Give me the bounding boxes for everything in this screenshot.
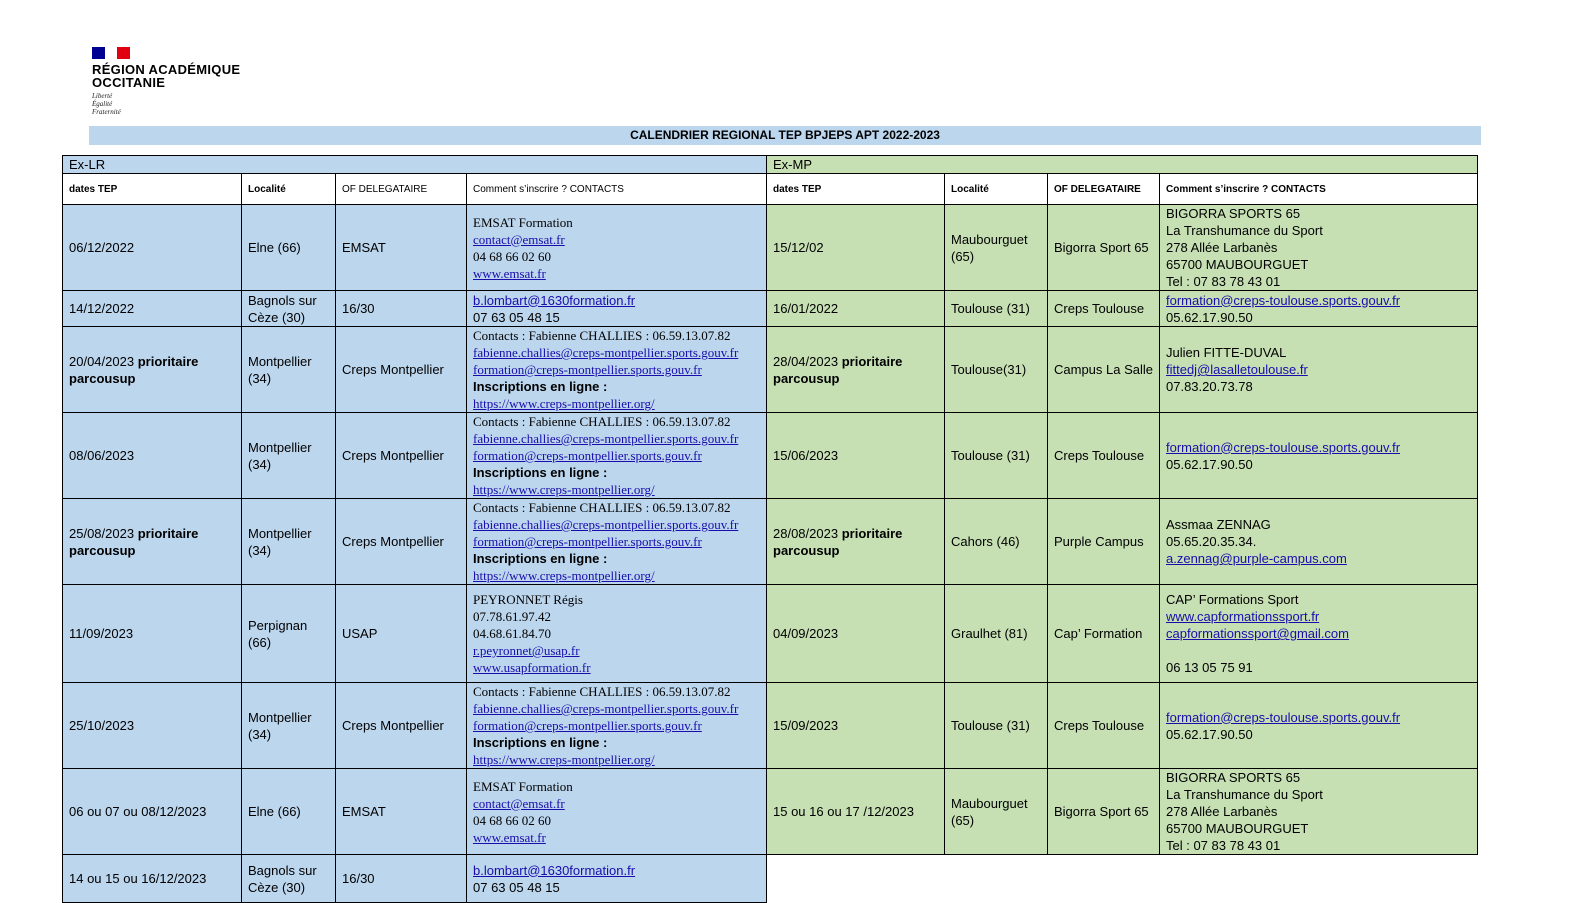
page-title: CALENDRIER REGIONAL TEP BPJEPS APT 2022-2023: [89, 126, 1481, 145]
of-cell-mp: Creps Toulouse: [1048, 683, 1160, 769]
contact-line: 65700 MAUBOURGUET: [1166, 821, 1309, 836]
header-row: [63, 174, 1478, 205]
localite-cell-mp: Cahors (46): [945, 499, 1048, 585]
of-cell-mp: Cap’ Formation: [1048, 585, 1160, 683]
contact-link[interactable]: capformationssport@gmail.com: [1166, 626, 1349, 641]
date-text: 16/01/2022: [773, 301, 839, 316]
contact-cell-mp: [1160, 769, 1478, 855]
contact-cell-lr: [467, 855, 767, 903]
date-text: 06/12/2022: [69, 240, 135, 255]
contact-line: 06 13 05 75 91: [1166, 660, 1253, 675]
region-row: [63, 156, 1478, 174]
contact-line: La Transhumance du Sport: [1166, 223, 1323, 238]
contact-line: Contacts : Fabienne CHALLIES : 06.59.13.07.82: [473, 684, 731, 699]
date-text: 25/10/2023: [69, 718, 135, 733]
flag-icon: [92, 47, 130, 59]
of-cell-lr: 16/30: [336, 855, 467, 903]
contact-cell-mp: [1160, 291, 1478, 327]
contact-cell-lr: [467, 683, 767, 769]
contact-line: 04 68 66 02 60: [473, 248, 551, 264]
date-cell-mp: [767, 683, 945, 769]
contact-link[interactable]: https://www.creps-montpellier.org/: [473, 568, 655, 583]
date-priority: prioritaire parcousup: [69, 525, 199, 558]
table-row: [63, 683, 1478, 769]
contact-line: 278 Allée Larbanès: [1166, 240, 1278, 255]
logo-line2: OCCITANIE: [92, 75, 166, 90]
date-cell-mp: [767, 585, 945, 683]
localite-cell-mp: Toulouse (31): [945, 413, 1048, 499]
header-dates-mp: dates TEP: [767, 174, 945, 205]
contact-cell-lr: [467, 499, 767, 585]
contact-line: 04.68.61.84.70: [473, 626, 551, 641]
contact-line: 07 63 05 48 15: [473, 309, 560, 325]
table-row: [63, 413, 1478, 499]
date-cell-lr: [63, 683, 242, 769]
contact-line: La Transhumance du Sport: [1166, 787, 1323, 802]
date-text: 08/06/2023: [69, 448, 135, 463]
localite-cell-mp: Toulouse (31): [945, 683, 1048, 769]
contact-line: 05.62.17.90.50: [1166, 456, 1253, 472]
date-text: 15/06/2023: [773, 448, 839, 463]
contact-link[interactable]: r.peyronnet@usap.fr: [473, 643, 580, 658]
contact-line: Assmaa ZENNAG: [1166, 517, 1271, 532]
date-text: 06 ou 07 ou 08/12/2023: [69, 804, 207, 819]
of-cell-lr: 16/30: [336, 291, 467, 327]
empty-cell: [1160, 855, 1478, 903]
contact-link[interactable]: www.emsat.fr: [473, 829, 546, 845]
empty-cell: [767, 855, 945, 903]
date-cell-lr: [63, 205, 242, 291]
contact-line: 05.65.20.35.34.: [1166, 534, 1257, 549]
contact-link[interactable]: formation@creps-montpellier.sports.gouv.fr: [473, 534, 702, 549]
contact-link[interactable]: www.emsat.fr: [473, 265, 546, 281]
table-row: [63, 291, 1478, 327]
header-of-mp: OF DELEGATAIRE: [1048, 174, 1160, 205]
calendar-table: [62, 155, 1478, 903]
contact-link[interactable]: b.lombart@1630formation.fr: [473, 862, 636, 878]
date-cell-mp: [767, 205, 945, 291]
contact-line: 65700 MAUBOURGUET: [1166, 257, 1309, 272]
of-cell-mp: Creps Toulouse: [1048, 291, 1160, 327]
contact-line: EMSAT Formation: [473, 214, 573, 230]
table-row: [63, 499, 1478, 585]
contact-line: CAP’ Formations Sport: [1166, 592, 1299, 607]
contact-cell-mp: [1160, 585, 1478, 683]
flag-white: [105, 47, 118, 59]
empty-cell: [945, 855, 1048, 903]
date-text: 14/12/2022: [69, 301, 135, 316]
table-row: [63, 855, 1478, 903]
date-text: 25/08/2023: [69, 525, 135, 541]
flag-blue: [92, 47, 105, 59]
motto-2: Égalité: [92, 100, 113, 108]
date-text: 14 ou 15 ou 16/12/2023: [69, 871, 207, 886]
contact-cell-mp: [1160, 413, 1478, 499]
contact-label: Inscriptions en ligne :: [473, 735, 608, 750]
contact-link[interactable]: formation@creps-montpellier.sports.gouv.fr: [473, 448, 702, 463]
contact-line: Julien FITTE-DUVAL: [1166, 345, 1287, 360]
contact-line: 07 63 05 48 15: [473, 879, 560, 895]
table-row: [63, 205, 1478, 291]
date-cell-lr: [63, 291, 242, 327]
date-cell-mp: [767, 413, 945, 499]
localite-cell-lr: Bagnols sur Cèze (30): [242, 291, 336, 327]
localite-cell-lr: Montpellier (34): [242, 499, 336, 585]
of-cell-lr: EMSAT: [336, 769, 467, 855]
date-priority: prioritaire parcousup: [773, 525, 903, 558]
header-localite-mp: Localité: [945, 174, 1048, 205]
localite-cell-lr: Perpignan (66): [242, 585, 336, 683]
date-cell-lr: [63, 585, 242, 683]
motto-3: Fraternité: [92, 108, 121, 116]
localite-cell-lr: Montpellier (34): [242, 683, 336, 769]
date-priority: prioritaire parcousup: [69, 353, 199, 386]
motto-1: Liberté: [92, 92, 113, 100]
date-priority: prioritaire parcousup: [773, 353, 903, 386]
contact-link[interactable]: formation@creps-toulouse.sports.gouv.fr: [1166, 709, 1401, 725]
contact-line: 07.83.20.73.78: [1166, 379, 1253, 394]
localite-cell-lr: Montpellier (34): [242, 327, 336, 413]
contact-cell-mp: [1160, 205, 1478, 291]
contact-link[interactable]: https://www.creps-montpellier.org/: [473, 482, 655, 497]
contact-line: Contacts : Fabienne CHALLIES : 06.59.13.07.82: [473, 500, 731, 515]
contact-line: BIGORRA SPORTS 65: [1166, 770, 1301, 785]
contact-line: Tel : 07 83 78 43 01: [1166, 274, 1281, 289]
of-cell-mp: Purple Campus: [1048, 499, 1160, 585]
header-of-lr: OF DELEGATAIRE: [336, 174, 467, 205]
date-text: 15/09/2023: [773, 718, 839, 733]
localite-cell-lr: Elne (66): [242, 769, 336, 855]
localite-cell-lr: Montpellier (34): [242, 413, 336, 499]
date-text: 28/04/2023: [773, 353, 839, 369]
contact-cell-lr: [467, 585, 767, 683]
contact-cell-mp: [1160, 683, 1478, 769]
date-cell-lr: [63, 769, 242, 855]
header-contacts-mp: Comment s’inscrire ? CONTACTS: [1160, 174, 1478, 205]
contact-link[interactable]: b.lombart@1630formation.fr: [473, 292, 636, 308]
date-cell-lr: [63, 499, 242, 585]
logo-motto: [92, 92, 240, 116]
of-cell-lr: Creps Montpellier: [336, 499, 467, 585]
contact-line: PEYRONNET Régis: [473, 592, 583, 607]
contact-line: Contacts : Fabienne CHALLIES : 06.59.13.07.82: [473, 328, 731, 343]
date-cell-lr: [63, 327, 242, 413]
contact-cell-lr: [467, 291, 767, 327]
contact-line: Contacts : Fabienne CHALLIES : 06.59.13.07.82: [473, 414, 731, 429]
of-cell-lr: Creps Montpellier: [336, 327, 467, 413]
date-cell-mp: [767, 769, 945, 855]
contact-link[interactable]: formation@creps-montpellier.sports.gouv.fr: [473, 362, 702, 377]
localite-cell-mp: Maubourguet (65): [945, 205, 1048, 291]
contact-link[interactable]: formation@creps-montpellier.sports.gouv.fr: [473, 718, 702, 733]
localite-cell-mp: Graulhet (81): [945, 585, 1048, 683]
contact-link[interactable]: fabienne.challies@creps-montpellier.sports.gouv.fr: [473, 345, 739, 360]
flag-red: [117, 47, 130, 59]
of-cell-lr: Creps Montpellier: [336, 683, 467, 769]
contact-line: 04 68 66 02 60: [473, 812, 551, 828]
contact-line: 278 Allée Larbanès: [1166, 804, 1278, 819]
contact-cell-lr: [467, 769, 767, 855]
date-text: 04/09/2023: [773, 626, 839, 641]
contact-link[interactable]: fabienne.challies@creps-montpellier.sports.gouv.fr: [473, 701, 739, 716]
of-cell-mp: Bigorra Sport 65: [1048, 205, 1160, 291]
contact-link[interactable]: fittedj@lasalletoulouse.fr: [1166, 362, 1308, 377]
date-cell-lr: [63, 855, 242, 903]
contact-line: Tel : 07 83 78 43 01: [1166, 838, 1281, 853]
contact-link[interactable]: a.zennag@purple-campus.com: [1166, 551, 1347, 566]
contact-cell-lr: [467, 413, 767, 499]
date-cell-mp: [767, 291, 945, 327]
localite-cell-mp: Toulouse (31): [945, 291, 1048, 327]
contact-label: Inscriptions en ligne :: [473, 465, 608, 480]
contact-line: BIGORRA SPORTS 65: [1166, 206, 1301, 221]
of-cell-lr: EMSAT: [336, 205, 467, 291]
region-ex-mp: Ex-MP: [767, 156, 1478, 174]
of-cell-lr: Creps Montpellier: [336, 413, 467, 499]
localite-cell-mp: Toulouse(31): [945, 327, 1048, 413]
contact-cell-lr: [467, 205, 767, 291]
contact-line: 07.78.61.97.42: [473, 609, 551, 624]
date-text: 20/04/2023: [69, 353, 135, 369]
contact-link[interactable]: formation@creps-toulouse.sports.gouv.fr: [1166, 439, 1401, 455]
contact-link[interactable]: fabienne.challies@creps-montpellier.sports.gouv.fr: [473, 431, 739, 446]
contact-link[interactable]: fabienne.challies@creps-montpellier.sports.gouv.fr: [473, 517, 739, 532]
contact-link[interactable]: www.usapformation.fr: [473, 660, 591, 675]
contact-line: 05.62.17.90.50: [1166, 309, 1253, 325]
contact-cell-mp: [1160, 327, 1478, 413]
date-cell-lr: [63, 413, 242, 499]
of-cell-mp: Campus La Salle: [1048, 327, 1160, 413]
contact-line: 05.62.17.90.50: [1166, 726, 1253, 742]
empty-cell: [1048, 855, 1160, 903]
logo-line1: RÉGION ACADÉMIQUE: [92, 62, 241, 77]
contact-link[interactable]: https://www.creps-montpellier.org/: [473, 752, 655, 767]
date-cell-mp: [767, 327, 945, 413]
table-row: [63, 327, 1478, 413]
date-text: 28/08/2023: [773, 525, 839, 541]
contact-link[interactable]: formation@creps-toulouse.sports.gouv.fr: [1166, 292, 1401, 308]
of-cell-lr: USAP: [336, 585, 467, 683]
date-text: 11/09/2023: [69, 626, 134, 641]
contact-link[interactable]: contact@emsat.fr: [473, 231, 565, 247]
date-cell-mp: [767, 499, 945, 585]
contact-line: [1166, 642, 1471, 659]
table-row: [63, 769, 1478, 855]
date-text: 15 ou 16 ou 17 /12/2023: [773, 804, 914, 819]
header-dates-lr: dates TEP: [63, 174, 242, 205]
contact-link[interactable]: https://www.creps-montpellier.org/: [473, 396, 655, 411]
localite-cell-lr: Bagnols sur Cèze (30): [242, 855, 336, 903]
contact-line: EMSAT Formation: [473, 778, 573, 794]
date-text: 15/12/02: [773, 240, 824, 255]
region-ex-lr: Ex-LR: [63, 156, 767, 174]
contact-link[interactable]: www.capformationssport.fr: [1166, 609, 1320, 624]
header-localite-lr: Localité: [242, 174, 336, 205]
header-contacts-lr: Comment s’inscrire ? CONTACTS: [467, 174, 767, 205]
localite-cell-mp: Maubourguet (65): [945, 769, 1048, 855]
contact-cell-lr: [467, 327, 767, 413]
of-cell-mp: Bigorra Sport 65: [1048, 769, 1160, 855]
localite-cell-lr: Elne (66): [242, 205, 336, 291]
contact-label: Inscriptions en ligne :: [473, 551, 608, 566]
contact-cell-mp: [1160, 499, 1478, 585]
contact-label: Inscriptions en ligne :: [473, 379, 608, 394]
table-row: [63, 585, 1478, 683]
of-cell-mp: Creps Toulouse: [1048, 413, 1160, 499]
contact-link[interactable]: contact@emsat.fr: [473, 795, 565, 811]
academie-logo: [92, 47, 240, 116]
